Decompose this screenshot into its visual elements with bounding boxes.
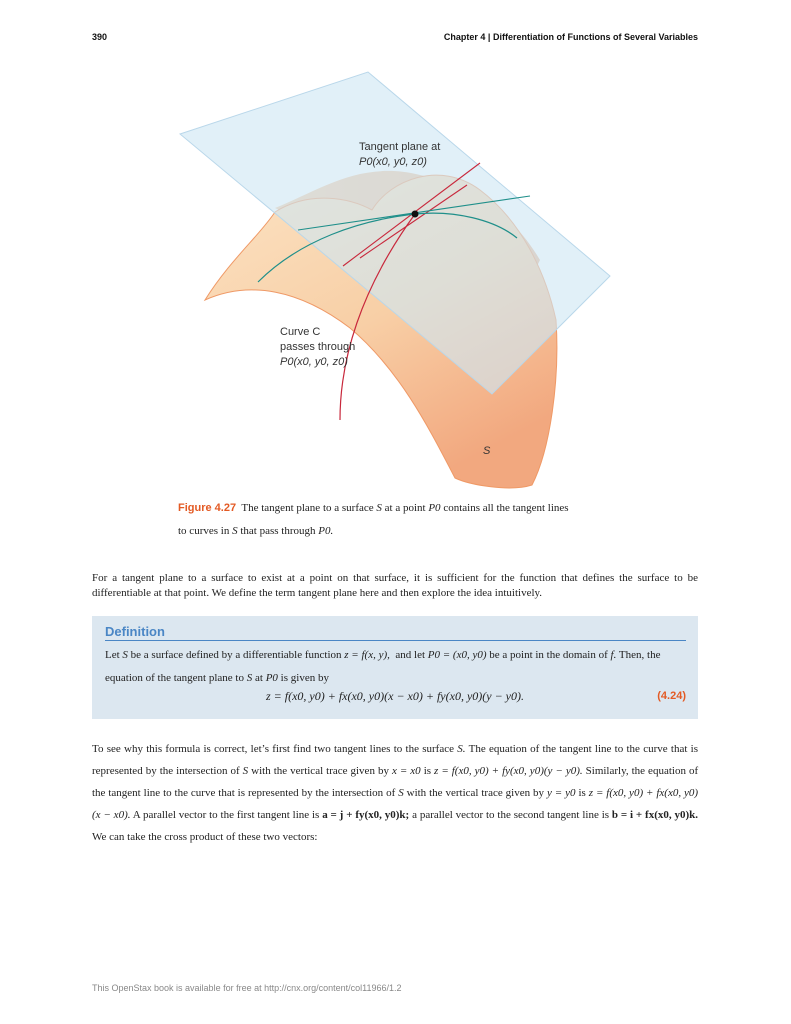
point-p0 xyxy=(412,211,419,218)
def-math: f. xyxy=(610,649,617,661)
def-math: z = f(x, y), xyxy=(344,649,390,661)
chapter-title: Chapter 4 | Differentiation of Functions of Several Variables xyxy=(443,32,698,42)
def-text: is given by xyxy=(280,672,329,684)
para-math: a = j + fy(x0, y0)k; xyxy=(322,809,410,821)
page-number: 390 xyxy=(92,32,108,42)
explanation-paragraph xyxy=(92,738,698,848)
def-math: P0 xyxy=(265,672,278,684)
definition-box xyxy=(92,616,698,719)
def-text: Then, the equation of the tangent plane to xyxy=(105,649,661,684)
caption-text-3: contains all the tangent lines xyxy=(443,502,569,514)
para-math: S. xyxy=(457,743,466,755)
label-curve-point: P0(x0, y0, z0) xyxy=(280,356,348,368)
para-text: a parallel vector to the second tangent line is xyxy=(412,809,610,821)
para-text: Similarly, the equation of the tangent line to the curve that is represented by the intersection of xyxy=(92,765,699,799)
para-text: The equation of the tangent line to the curve that is represented by the intersection of xyxy=(92,743,698,777)
label-surface-s: S xyxy=(483,445,491,457)
figure-caption xyxy=(178,497,618,543)
label-tangent-point: P0(x0, y0, z0) xyxy=(359,156,427,168)
caption-text-5: that pass through xyxy=(240,525,316,537)
label-tangent-plane: Tangent plane at xyxy=(359,141,441,153)
caption-text-1: The tangent plane to a surface xyxy=(241,502,374,514)
para-math: x = x0 xyxy=(391,765,421,777)
equation-line xyxy=(92,684,698,708)
para-text: with the vertical trace given by xyxy=(406,787,545,799)
para-text: with the vertical trace given by xyxy=(251,765,389,777)
para-math: z = f(x0, y0) + fx(x0, y0)(x − x0). xyxy=(92,787,699,821)
para-math: S xyxy=(242,765,249,777)
caption-math-s: S xyxy=(376,502,382,514)
tangent-plane-figure xyxy=(0,60,791,490)
figure-label: Figure 4.27 xyxy=(178,502,237,514)
para-text: To see why this formula is correct, let’s first find two tangent lines to the surface xyxy=(92,743,454,755)
caption-math-p0: P0 xyxy=(428,502,441,514)
def-text: Let xyxy=(105,649,120,661)
intro-paragraph: For a tangent plane to a surface to exist at a point on that surface, it is sufficient for the function that defines the surface to be differentiable at that point. We define the term tangent plane here and then explore the idea intuitively. xyxy=(92,572,698,599)
caption-text-2: at a point xyxy=(384,502,426,514)
def-text: be a point in the domain of xyxy=(489,649,608,661)
label-passes-through: passes through xyxy=(280,341,356,353)
def-text: and let xyxy=(395,649,426,661)
def-text: at xyxy=(254,672,263,684)
caption-math-s2: S xyxy=(232,525,238,537)
def-math: S xyxy=(122,649,128,661)
para-text: A parallel vector to the first tangent line is xyxy=(132,809,320,821)
label-curve-c: Curve C xyxy=(280,326,321,338)
para-text: We can take the cross product of these two vectors: xyxy=(92,831,318,843)
def-math: S xyxy=(246,672,253,684)
tangent-plane-equation: z = f(x0, y0) + fx(x0, y0)(x − x0) + fy(x0, y0)(y − y0). xyxy=(265,689,525,703)
caption-text-4: to curves in xyxy=(178,525,230,537)
para-text: is xyxy=(423,765,432,777)
para-math: b = i + fx(x0, y0)k. xyxy=(611,809,698,821)
para-math: z = f(x0, y0) + fy(x0, y0)(y − y0). xyxy=(434,765,583,777)
page-footer: This OpenStax book is available for free at http://cnx.org/content/col11966/1.2 xyxy=(92,983,402,993)
para-math: S xyxy=(398,787,404,799)
para-math: y = y0 xyxy=(546,787,576,799)
definition-title: Definition xyxy=(105,624,686,641)
def-text: be a surface defined by a differentiable function xyxy=(130,649,342,661)
equation-number: (4.24) xyxy=(657,690,686,702)
para-text: is xyxy=(578,787,586,799)
caption-math-p0b: P0. xyxy=(318,525,334,537)
def-math: P0 = (x0, y0) xyxy=(427,649,487,661)
